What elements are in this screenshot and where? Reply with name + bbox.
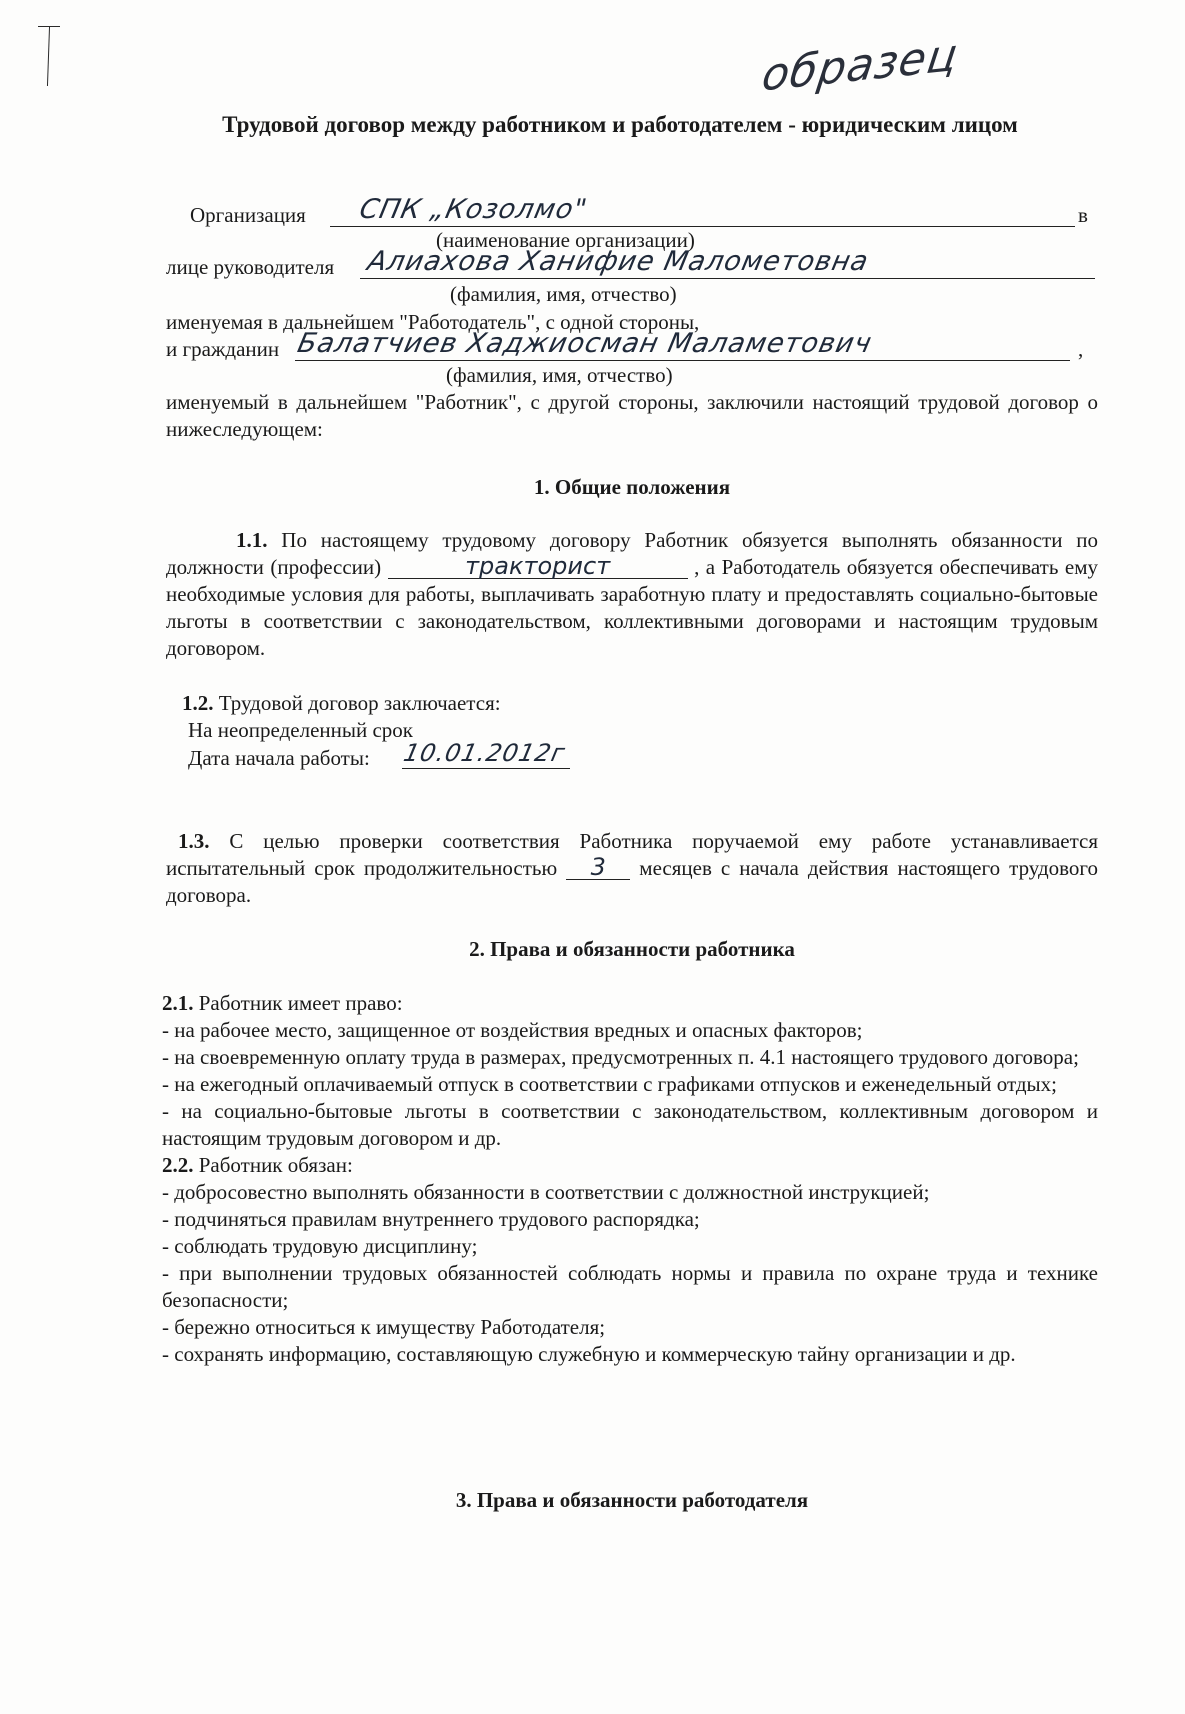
paragraph-2-1 — [162, 990, 1098, 1017]
paragraph-1-2-text: Трудовой договор заключается: — [218, 691, 501, 715]
duties-item: - сохранять информацию, составляющую служебную и коммерческую тайну организации и др. — [162, 1342, 1016, 1366]
paragraph-1-3-number: 1.3. — [178, 829, 210, 853]
paragraph-2-2-number: 2.2. — [162, 1153, 194, 1177]
paragraph-1-1-text-a: По настоящему трудовому договору Работник обязуется выполнять обязанности по должности (профессии) — [166, 528, 1098, 579]
start-date-underline — [402, 768, 570, 769]
rights-item: - на ежегодный оплачиваемый отпуск в соответствии с графиками отпусков и еженедельный отдых; — [162, 1072, 1057, 1096]
head-handwritten-value: Алиахова Ханифие Малометовна — [364, 246, 872, 277]
section-1-heading: 1. Общие положения — [533, 475, 731, 499]
probation-field: 3 — [566, 855, 630, 880]
handwritten-sample-mark: образец — [758, 29, 962, 102]
duties-item: - бережно относиться к имуществу Работодателя; — [162, 1315, 606, 1339]
paragraph-2-1-number: 2.1. — [162, 991, 194, 1015]
profession-field: тракторист — [388, 554, 688, 579]
paragraph-1-3-text-b: месяцев с начала действия настоящего трудового договора. — [166, 856, 1099, 907]
rights-item: - на рабочее место, защищенное от воздействия вредных и опасных факторов; — [162, 1018, 863, 1042]
citizen-handwritten-value: Балатчиев Хаджиосман Маламетович — [294, 328, 875, 359]
head-caption: (фамилия, имя, отчество) — [450, 282, 677, 306]
org-suffix: в — [1078, 203, 1088, 227]
duties-item: - подчиняться правилам внутреннего трудового распорядка; — [162, 1207, 700, 1231]
contract-title: Трудовой договор между работником и работодателем - юридическим лицом — [222, 112, 1018, 137]
paragraph-1-2 — [182, 690, 501, 717]
duties-item: - соблюдать трудовую дисциплину; — [162, 1234, 478, 1258]
head-underline — [360, 278, 1095, 279]
paragraph-2-2 — [162, 1152, 1098, 1179]
head-label: лице руководителя — [166, 255, 335, 279]
employee-line: именуемый в дальнейшем "Работник", с другой стороны, заключили настоящий трудовой договор о нижеследующем: — [166, 390, 1098, 441]
citizen-caption: (фамилия, имя, отчество) — [446, 363, 673, 387]
citizen-underline — [295, 360, 1070, 361]
org-caption: (наименование организации) — [436, 228, 695, 252]
duties-item: - добросовестно выполнять обязанности в соответствии с должностной инструкцией; — [162, 1180, 930, 1204]
rights-item: - на социально-бытовые льготы в соответствии с законодательством, коллективным договором и настоящим трудовым договором и др. — [162, 1099, 1098, 1150]
duties-item: - при выполнении трудовых обязанностей соблюдать нормы и правила по охране труда и технике безопасности; — [162, 1261, 1098, 1312]
paragraph-1-2-number: 1.2. — [182, 691, 214, 715]
rights-item: - на своевременную оплату труда в размерах, предусмотренных п. 4.1 настоящего трудового договора; — [162, 1045, 1079, 1069]
org-handwritten-value: СПК „Козолмо" — [356, 194, 591, 225]
section-2-heading: 2. Права и обязанности работника — [469, 937, 795, 961]
section-3-heading: 3. Права и обязанности работодателя — [455, 1488, 809, 1512]
start-date-handwritten-value: 10.01.2012г — [401, 739, 569, 767]
paragraph-1-3 — [166, 828, 1098, 909]
paragraph-2-1-text: Работник имеет право: — [198, 991, 403, 1015]
paragraph-2-2-text: Работник обязан: — [198, 1153, 353, 1177]
org-label: Организация — [190, 203, 306, 227]
employer-line: именуемая в дальнейшем "Работодатель", с одной стороны, — [166, 310, 700, 334]
section-2-body — [162, 990, 1098, 1368]
term-text: На неопределенный срок — [188, 718, 413, 742]
paragraph-1-1-number: 1.1. — [236, 528, 268, 552]
citizen-suffix: , — [1078, 337, 1084, 361]
citizen-label: и гражданин — [166, 337, 280, 361]
paragraph-1-3-text-a: С целью проверки соответствия Работника поручаемой ему работе устанавливается испытательный срок продолжительностью — [166, 829, 1098, 880]
paragraph-1-1 — [166, 527, 1098, 662]
paragraph-1-1-text-b: , а Работодатель обязуется обеспечивать ему необходимые условия для работы, выплачивать заработную плату и предоставлять социально-бытовые льготы в соответствии с законодательством, коллективными договорами и настоящим трудовым договором. — [166, 555, 1099, 660]
start-date-label: Дата начала работы: — [188, 746, 370, 770]
